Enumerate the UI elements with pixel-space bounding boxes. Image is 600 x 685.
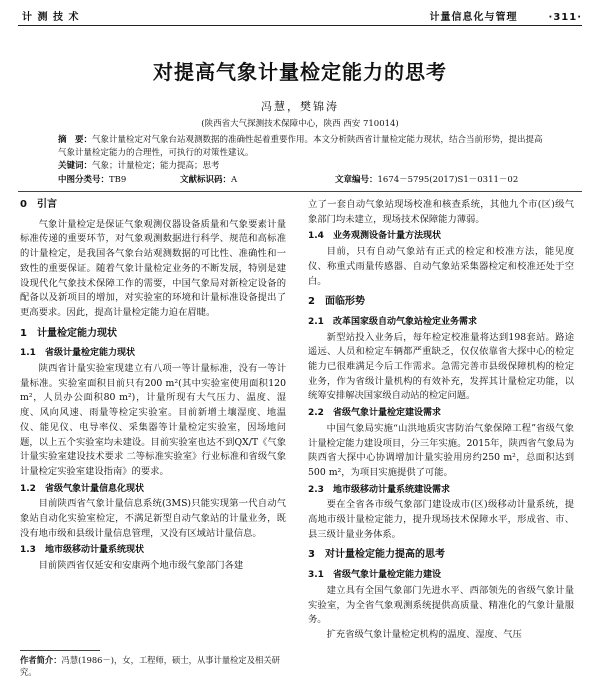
paragraph: 陕西省计量实验室现建立有八项一等计量标准，没有一等计量标准。实验室面积目前只有200 m²(其中实验室使用面积120 m²，人员办公面积80 m²)，计量所现有大气压力、温度、湿度、风向风速、雨量等检定实验室。目前新增土壤湿度、地温仪、能见仪、电导率仪、采集器等计量检定实验室，因场地问题，以上五个实验室均未建设。目前实验室也达不到QX/T《气象计量实验室建设技术要求 二等标准实验室》行业标准和省级气象计量检定实验室建设指南》的要求。	[20, 363, 286, 477]
subsection-heading: 1.3 地市级移动计量系统现状	[20, 545, 144, 556]
footnote-text: 冯慧(1986－)，女，工程师，硕士，从事计量检定及相关研究。	[20, 655, 280, 677]
paragraph: 目前，只有自动气象站有正式的检定和校准方法，能见度仪、称重式雨量传感器、自动气象站采集器检定和校准还处于空白。	[308, 246, 574, 287]
footnote-label: 作者简介：	[20, 655, 62, 665]
section-heading: 0 引言	[20, 199, 57, 210]
page-number: ·311·	[548, 12, 582, 23]
document-code	[180, 174, 237, 187]
keywords-text: 气象；计量检定；能力提高；思考	[92, 161, 220, 171]
paragraph: 新型站投入业务后，每年检定校准量将达到198套站。路途遥远、人员和检定车辆都严重缺乏，仅仅依靠省大探中心的检定能力已很难满足今后工作需求。急需完善市县级保障机构的检定业务，作为省级计量机构的有效补充，发挥其计量检定功能，以统筹安排解决国家级自动站的检定问题。	[308, 331, 574, 402]
section-heading: 1 计量检定能力现状	[20, 327, 117, 339]
clc-value: TB9	[109, 175, 127, 185]
article-number-value: 1674－5795(2017)S1－0311－02	[377, 175, 519, 185]
subsection-heading: 1.2 省级气象计量信息化现状	[20, 483, 144, 494]
subsection-heading: 1.4 业务观测设备计量方法现状	[308, 231, 441, 242]
paragraph: 扩充省级气象计量检定机构的温度、湿度、气压	[326, 628, 522, 640]
subsection-heading: 1.1 省级计量检定能力现状	[20, 348, 135, 359]
running-header-journal: 计 测 技 术	[22, 12, 80, 23]
clc-number	[58, 174, 126, 187]
author-footnote	[20, 654, 288, 678]
subsection-heading: 2.2 省级气象计量检定建设需求	[308, 408, 441, 419]
footnote-rule	[20, 650, 100, 651]
header-rule	[18, 25, 582, 26]
abstract-label: 摘 要：	[58, 135, 93, 145]
article-number-label: 文章编号：	[335, 175, 378, 185]
running-header-section: 计量信息化与管理	[429, 12, 518, 23]
abstract	[58, 134, 548, 160]
subsection-heading: 2.3 地市级移动计量系统建设需求	[308, 484, 450, 495]
paragraph: 建立具有全国气象部门先进水平、西部领先的省级气象计量实验室，为全省气象观测系统提供高质量、精准化的气象计量服务。	[308, 584, 574, 626]
paragraph: 中国气象局实施“山洪地质灾害防治气象保障工程”省级气象计量检定能力建设项目，分三年实施。2015年，陕西省气象局为陕西省大探中心协调增加计量实验用房约250 m²，总面积达到500 m²，为项目实施提供了可能。	[308, 422, 574, 478]
article-title: 对提高气象计量检定能力的思考	[153, 60, 447, 84]
keywords-label: 关键词：	[58, 161, 93, 171]
paragraph: 要在全省各市级气象部门建设成市(区)级移动计量系统，提高地市级计量检定能力，提升现场技术保障水平，形成省、市、县三级计量业务体系。	[308, 499, 574, 540]
doc-value: A	[231, 175, 238, 185]
left-column	[20, 198, 286, 574]
paragraph: 目前陕西省仅延安和安康两个地市级气象部门各建	[38, 560, 244, 572]
meta-rule	[18, 191, 582, 192]
right-column	[308, 198, 574, 643]
clc-label: 中图分类号：	[58, 175, 110, 185]
subsection-heading: 3.1 省级气象计量检定能力建设	[308, 570, 441, 581]
paragraph-continued: 立了一套自动气象站现场校准和核查系统，其他九个市(区)级气象部门均未建立，现场技术保障能力薄弱。	[308, 199, 574, 225]
subsection-heading: 2.1 改革国家级自动气象站检定业务需求	[308, 316, 477, 327]
author-affiliation: (陕西省大气探测技术保障中心，陕西 西安 710014)	[201, 119, 399, 129]
keywords	[58, 160, 548, 173]
abstract-text: 气象计量检定对气象台站观测数据的准确性起着重要作用。本文分析陕西省计量检定能力现状，结合当前形势，提出提高气象计量检定能力的合理性，可执行的对策性建议。	[58, 135, 543, 158]
paragraph: 目前陕西省气象计量信息系统(3MS)只能实现第一代自动气象站自动化实验室检定，不满足新型自动气象站的计量业务，既没有地市级和县级计量信息管理，又没有区域站计量信息。	[20, 498, 286, 539]
section-heading: 3 对计量检定能力提高的思考	[308, 549, 445, 561]
section-heading: 2 面临形势	[308, 296, 365, 308]
article-number	[335, 174, 518, 187]
running-header-right	[430, 8, 582, 23]
paragraph: 气象计量检定是保证气象观测仪器设备质量和气象要素计量标准传递的重要环节，对气象观测数据进行科学、规范和高标准的计量检定，是我国各气象台站观测数据的可比性、准确性和一致性的重要保证。随着气象计量检定业务的不断发展，特别是建设现代化气象技术保障工作的需要，中国气象局对新检定设备的配备以及新项目的增加，对实验室的环境和计量标准设备提出了更高要求。因此，提高计量检定能力迫在眉睫。	[20, 218, 286, 318]
article-authors: 冯慧，樊锦涛	[261, 100, 339, 113]
doc-label: 文献标识码：	[180, 175, 232, 185]
